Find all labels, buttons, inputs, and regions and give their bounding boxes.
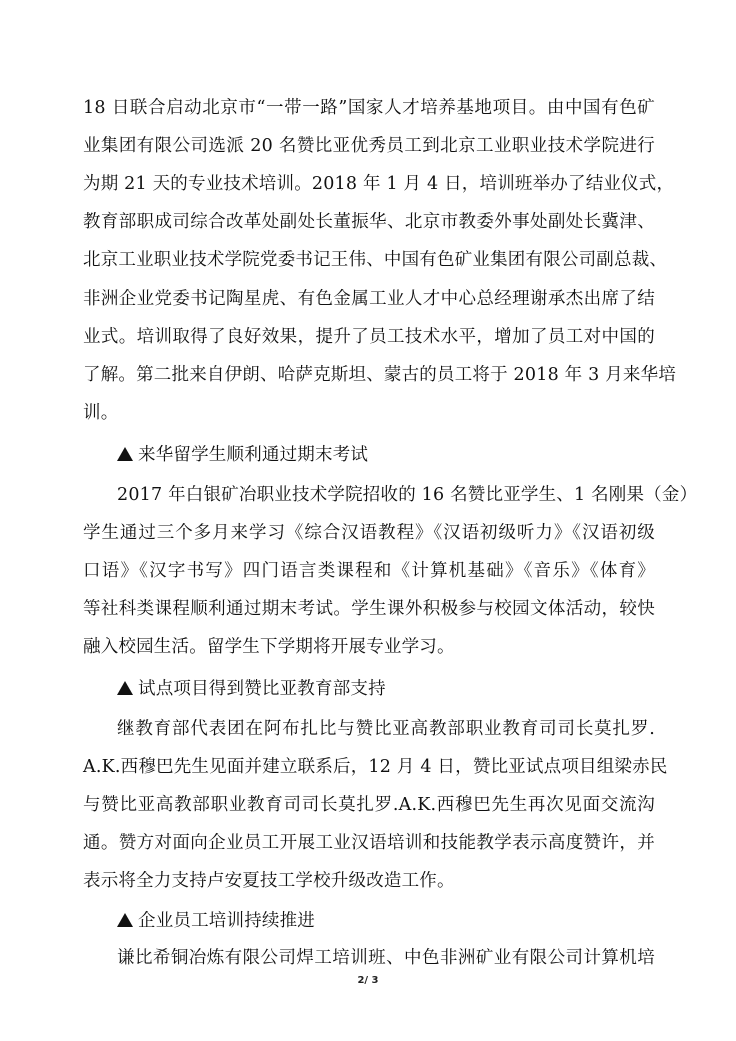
paragraph-1-line-9: 训。 [83,403,119,423]
paragraph-4-line-1: 谦比希铜冶炼有限公司焊工培训班、中色非洲矿业有限公司计算机培 [117,948,655,968]
triangle-bullet-icon [117,913,133,927]
section-heading-1 [117,443,368,467]
section-heading-3 [117,909,315,933]
paragraph-1-line-1: 18 日联合启动北京市“一带一路”国家人才培养基地项目。由中国有色矿 [83,98,655,118]
paragraph-1-line-8: 了解。第二批来自伊朗、哈萨克斯坦、蒙古的员工将于 2018 年 3 月来华培 [83,365,677,385]
paragraph-1-line-3: 为期 21 天的专业技术培训。2018 年 1 月 4 日，培训班举办了结业仪式， [83,174,675,194]
section-heading-3-text: 企业员工培训持续推进 [138,911,315,931]
paragraph-2-line-1: 2017 年白银矿冶职业技术学院招收的 16 名赞比亚学生、1 名刚果（金） [117,485,698,505]
page-number: 2/ 3 [357,975,379,986]
paragraph-1-line-5: 北京工业职业技术学院党委书记王伟、中国有色矿业集团有限公司副总裁、 [83,250,668,270]
paragraph-3-line-4: 通。赞方对面向企业员工开展工业汉语培训和技能教学表示高度赞许，并 [83,833,655,853]
paragraph-2-line-5: 融入校园生活。留学生下学期将开展专业学习。 [83,637,455,657]
paragraph-2-line-3: 口语》《汉字书写》四门语言类课程和《计算机基础》《音乐》《体育》 [83,561,655,581]
paragraph-1-line-7: 业式。培训取得了良好效果，提升了员工技术水平，增加了员工对中国的 [83,327,655,347]
paragraph-3-line-2: A.K.西穆巴先生见面并建立联系后，12 月 4 日，赞比亚试点项目组梁赤民 [83,757,668,777]
triangle-bullet-icon [117,447,133,461]
triangle-bullet-icon [117,681,133,695]
section-heading-2 [117,677,386,701]
paragraph-3-line-3: 与赞比亚高教部职业教育司司长莫扎罗.A.K.西穆巴先生再次见面交流沟 [83,795,655,815]
paragraph-1-line-2: 业集团有限公司选派 20 名赞比亚优秀员工到北京工业职业技术学院进行 [83,136,655,156]
section-heading-1-text: 来华留学生顺利通过期末考试 [138,445,369,465]
paragraph-2-line-4: 等社科类课程顺利通过期末考试。学生课外积极参与校园文体活动，较快 [83,599,655,619]
paragraph-1-line-6: 非洲企业党委书记陶星虎、有色金属工业人才中心总经理谢承杰出席了结 [83,289,655,309]
paragraph-2-line-2: 学生通过三个多月来学习《综合汉语教程》《汉语初级听力》《汉语初级 [83,523,655,543]
paragraph-1-line-4: 教育部职成司综合改革处副处长董振华、北京市教委外事处副处长冀津、 [83,212,655,232]
section-heading-2-text: 试点项目得到赞比亚教育部支持 [138,679,386,699]
paragraph-3-line-5: 表示将全力支持卢安夏技工学校升级改造工作。 [83,871,455,891]
paragraph-3-line-1: 继教育部代表团在阿布扎比与赞比亚高教部职业教育司司长莫扎罗. [117,719,655,739]
